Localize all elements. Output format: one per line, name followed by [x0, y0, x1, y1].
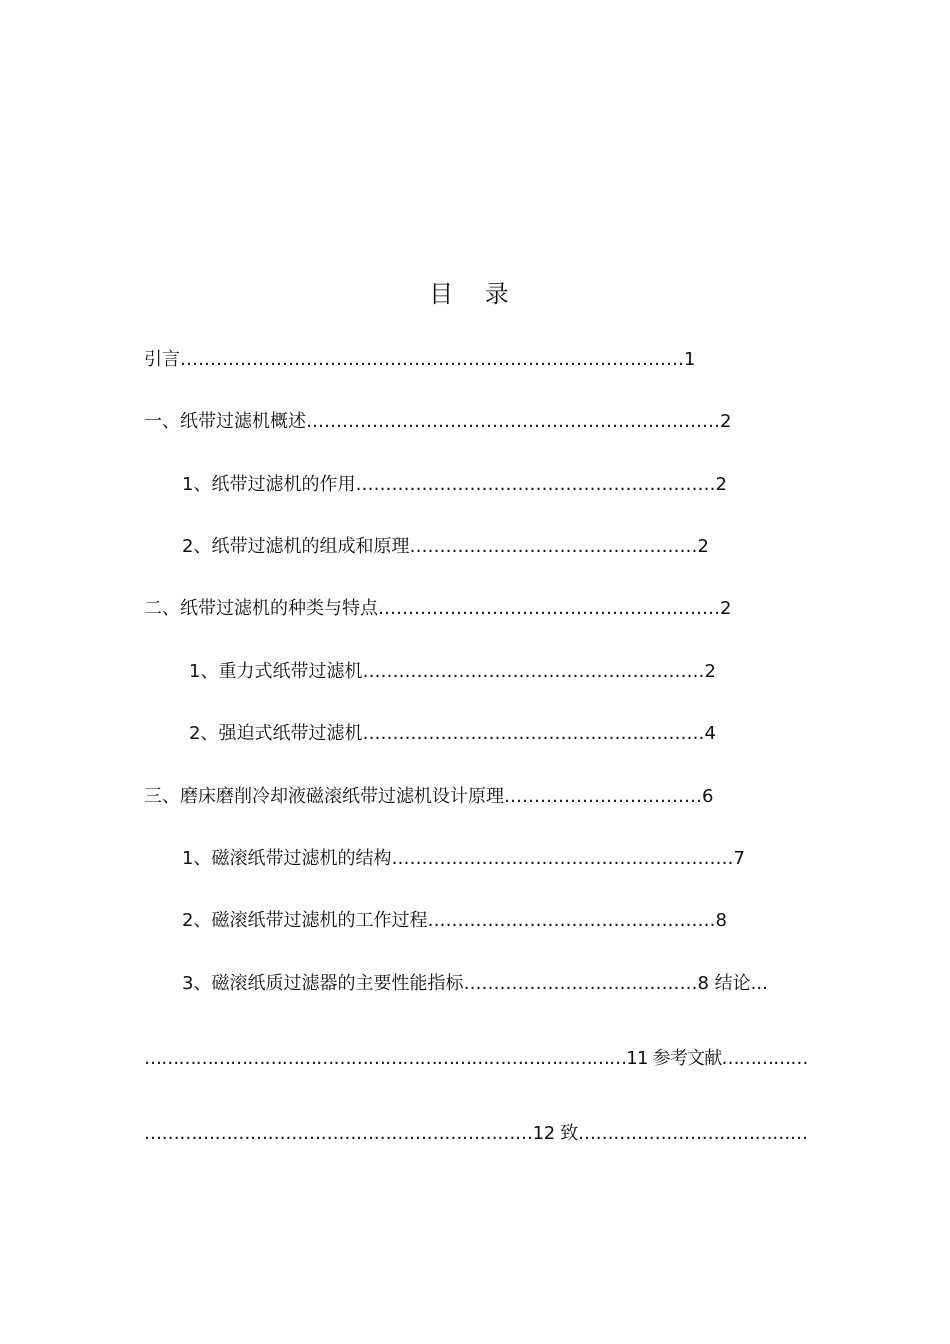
toc-entry-3-2: 2、磁滚纸带过滤机的工作过程…………………………………………8	[182, 910, 727, 931]
toc-entry-3-1: 1、磁滚纸带过滤机的结构…………………………………………………7	[182, 848, 745, 869]
page-title: 目 录	[429, 280, 521, 308]
toc-entry-1-1: 1、纸带过滤机的作用……………………………………………………2	[182, 474, 727, 495]
toc-entry-chapter-2: 二、纸带过滤机的种类与特点…………………………………………………2	[144, 598, 732, 619]
toc-entry-intro: 引言…………………………………………………………………………1	[144, 349, 696, 370]
toc-entry-1-2: 2、纸带过滤机的组成和原理…………………………………………2	[182, 536, 709, 557]
toc-entry-references-line: …………………………………………………………12 致…………………………………	[144, 1123, 808, 1144]
toc-entry-conclusion-line: …………………………………………………………………………11 参考文献……………	[144, 1048, 808, 1069]
toc-entry-2-1: 1、重力式纸带过滤机…………………………………………………2	[189, 661, 716, 682]
toc-entry-3-3: 3、磁滚纸质过滤器的主要性能指标…………………………………8 结论...	[182, 973, 768, 994]
toc-entry-2-2: 2、强迫式纸带过滤机…………………………………………………4	[189, 723, 716, 744]
toc-entry-chapter-1: 一、纸带过滤机概述……………………………………………………………2	[144, 411, 732, 432]
toc-entry-chapter-3: 三、磨床磨削冷却液磁滚纸带过滤机设计原理……………………………6	[144, 786, 714, 807]
